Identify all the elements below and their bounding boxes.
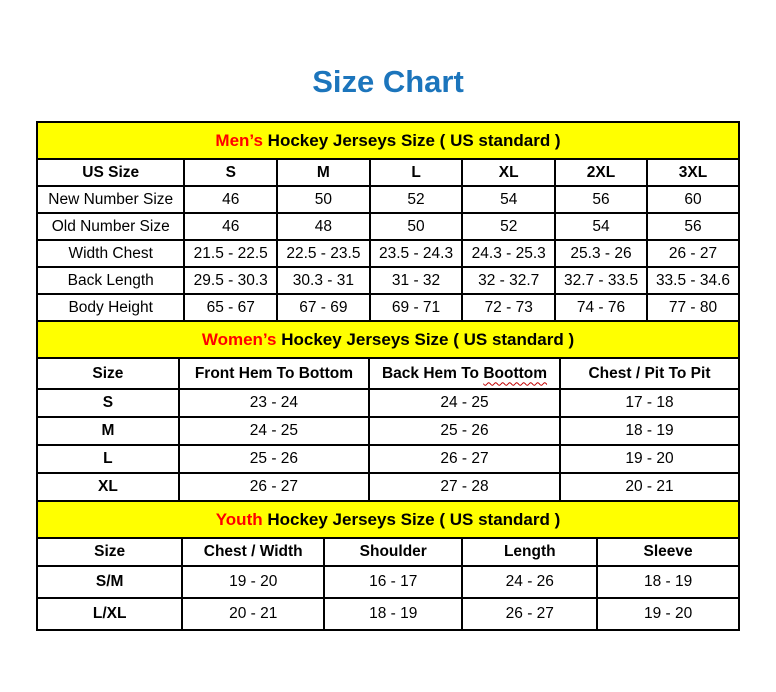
youth-row xyxy=(37,566,739,598)
womens-band: Women’s Hockey Jerseys Size ( US standard ) xyxy=(37,321,739,358)
womens-band-highlight: Women’s xyxy=(201,329,277,349)
cell-value: 23 - 24 xyxy=(179,389,369,417)
youth-band-highlight: Youth xyxy=(215,509,263,529)
cell-value: 26 - 27 xyxy=(179,473,369,501)
womens-column-header: Chest / Pit To Pit xyxy=(560,358,739,389)
cell-value: 19 - 20 xyxy=(560,445,739,473)
mens-column-header: XL xyxy=(462,159,555,186)
cell-value: 32 - 32.7 xyxy=(462,267,555,294)
table-womens xyxy=(36,320,740,502)
cell-value: 65 - 67 xyxy=(184,294,277,321)
cell-value: 24.3 - 25.3 xyxy=(462,240,555,267)
cell-value: 20 - 21 xyxy=(182,598,324,630)
row-label: M xyxy=(37,417,179,445)
cell-value: 18 - 19 xyxy=(324,598,462,630)
row-label: S/M xyxy=(37,566,182,598)
womens-column-header: Front Hem To Bottom xyxy=(179,358,369,389)
youth-column-header: Sleeve xyxy=(597,538,739,566)
row-label: L xyxy=(37,445,179,473)
cell-value: 32.7 - 33.5 xyxy=(555,267,647,294)
cell-value: 69 - 71 xyxy=(370,294,463,321)
cell-value: 30.3 - 31 xyxy=(277,267,370,294)
row-label: Back Length xyxy=(37,267,184,294)
cell-value: 52 xyxy=(462,213,555,240)
row-label: S xyxy=(37,389,179,417)
cell-value: 46 xyxy=(184,186,277,213)
cell-value: 16 - 17 xyxy=(324,566,462,598)
womens-band-row xyxy=(37,321,739,358)
row-label: XL xyxy=(37,473,179,501)
cell-value: 26 - 27 xyxy=(369,445,560,473)
cell-value: 50 xyxy=(370,213,463,240)
womens-column-header: Back Hem To Boottom xyxy=(369,358,560,389)
cell-value: 67 - 69 xyxy=(277,294,370,321)
cell-value: 26 - 27 xyxy=(647,240,739,267)
cell-value: 52 xyxy=(370,186,463,213)
mens-band-highlight: Men’s xyxy=(215,130,263,150)
youth-band-row xyxy=(37,501,739,538)
mens-row xyxy=(37,213,739,240)
mens-band-row xyxy=(37,122,739,159)
cell-value: 19 - 20 xyxy=(597,598,739,630)
misspelled-word: Boottom xyxy=(483,364,548,382)
youth-column-header: Size xyxy=(37,538,182,566)
cell-value: 18 - 19 xyxy=(597,566,739,598)
size-chart xyxy=(36,121,740,631)
cell-value: 74 - 76 xyxy=(555,294,647,321)
mens-band: Men’s Hockey Jerseys Size ( US standard ) xyxy=(37,122,739,159)
cell-value: 27 - 28 xyxy=(369,473,560,501)
cell-value: 25 - 26 xyxy=(369,417,560,445)
womens-row xyxy=(37,445,739,473)
row-label: Body Height xyxy=(37,294,184,321)
youth-column-header: Length xyxy=(462,538,597,566)
cell-value: 33.5 - 34.6 xyxy=(647,267,739,294)
cell-value: 21.5 - 22.5 xyxy=(184,240,277,267)
cell-value: 72 - 73 xyxy=(462,294,555,321)
cell-value: 54 xyxy=(462,186,555,213)
mens-header-row xyxy=(37,159,739,186)
cell-value: 54 xyxy=(555,213,647,240)
cell-value: 46 xyxy=(184,213,277,240)
mens-row xyxy=(37,294,739,321)
womens-row xyxy=(37,473,739,501)
row-label: L/XL xyxy=(37,598,182,630)
youth-band: Youth Hockey Jerseys Size ( US standard ) xyxy=(37,501,739,538)
cell-value: 56 xyxy=(555,186,647,213)
mens-column-header: L xyxy=(370,159,463,186)
cell-value: 77 - 80 xyxy=(647,294,739,321)
cell-value: 29.5 - 30.3 xyxy=(184,267,277,294)
womens-header-row xyxy=(37,358,739,389)
womens-row xyxy=(37,417,739,445)
cell-value: 56 xyxy=(647,213,739,240)
cell-value: 22.5 - 23.5 xyxy=(277,240,370,267)
page-title: Size Chart xyxy=(312,64,464,99)
cell-value: 24 - 25 xyxy=(179,417,369,445)
cell-value: 60 xyxy=(647,186,739,213)
youth-header-row xyxy=(37,538,739,566)
mens-column-header: S xyxy=(184,159,277,186)
mens-row xyxy=(37,240,739,267)
cell-value: 18 - 19 xyxy=(560,417,739,445)
youth-row xyxy=(37,598,739,630)
table-mens xyxy=(36,121,740,322)
mens-row xyxy=(37,186,739,213)
row-label: Width Chest xyxy=(37,240,184,267)
mens-column-header: 2XL xyxy=(555,159,647,186)
cell-value: 24 - 25 xyxy=(369,389,560,417)
cell-value: 20 - 21 xyxy=(560,473,739,501)
cell-value: 48 xyxy=(277,213,370,240)
mens-row xyxy=(37,267,739,294)
cell-value: 50 xyxy=(277,186,370,213)
cell-value: 19 - 20 xyxy=(182,566,324,598)
table-youth xyxy=(36,500,740,631)
youth-column-header: Chest / Width xyxy=(182,538,324,566)
cell-value: 31 - 32 xyxy=(370,267,463,294)
cell-value: 23.5 - 24.3 xyxy=(370,240,463,267)
mens-column-header: M xyxy=(277,159,370,186)
mens-column-header: 3XL xyxy=(647,159,739,186)
cell-value: 24 - 26 xyxy=(462,566,597,598)
cell-value: 25 - 26 xyxy=(179,445,369,473)
cell-value: 26 - 27 xyxy=(462,598,597,630)
mens-column-header: US Size xyxy=(37,159,184,186)
row-label: New Number Size xyxy=(37,186,184,213)
womens-column-header: Size xyxy=(37,358,179,389)
cell-value: 25.3 - 26 xyxy=(555,240,647,267)
row-label: Old Number Size xyxy=(37,213,184,240)
youth-column-header: Shoulder xyxy=(324,538,462,566)
womens-row xyxy=(37,389,739,417)
cell-value: 17 - 18 xyxy=(560,389,739,417)
